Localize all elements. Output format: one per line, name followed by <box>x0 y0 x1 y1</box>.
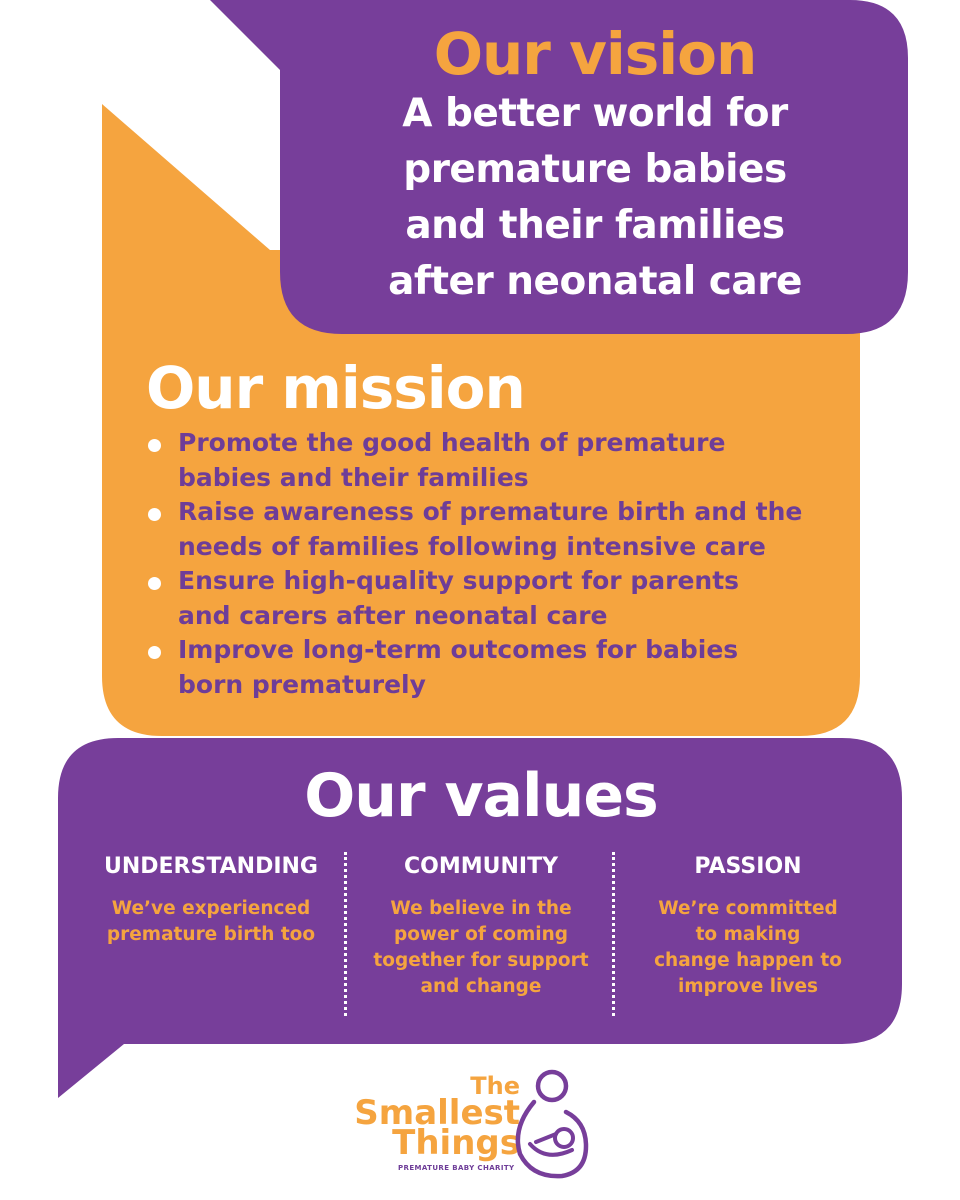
mission-item-line: babies and their families <box>178 462 529 492</box>
mission-item-line: and carers after neonatal care <box>178 600 608 630</box>
vision-line: after neonatal care <box>388 259 802 304</box>
bullet-dot-icon <box>148 439 161 452</box>
mission-item <box>146 564 826 633</box>
bullet-dot-icon <box>148 577 161 590</box>
dotted-divider <box>612 852 615 1016</box>
logo-tagline: PREMATURE BABY CHARITY <box>398 1164 515 1172</box>
value-description-line: We’ve experienced <box>111 898 311 919</box>
value-name: COMMUNITY <box>403 854 559 879</box>
value-description <box>352 896 610 1000</box>
value-community <box>352 850 610 1000</box>
mission-item-line: born prematurely <box>178 669 426 699</box>
mission-item-line: needs of families following intensive care <box>178 531 766 561</box>
value-description <box>80 896 342 948</box>
mission-heading: Our mission <box>146 354 525 422</box>
vision-statement <box>280 86 910 310</box>
value-description-line: to making <box>695 924 801 945</box>
value-understanding <box>80 850 342 948</box>
value-description-line: We’re committed <box>658 898 838 919</box>
mother-and-baby-icon <box>510 1066 592 1184</box>
vision-line: and their families <box>405 203 785 248</box>
vision-line: A better world for <box>402 91 788 136</box>
value-description-line: premature birth too <box>106 924 316 945</box>
mission-item-line: Ensure high-quality support for parents <box>178 566 740 595</box>
logo-line: Smallest <box>354 1093 520 1133</box>
value-name: PASSION <box>694 854 802 879</box>
dotted-divider <box>344 852 347 1016</box>
value-description-line: change happen to <box>654 950 842 971</box>
value-description <box>620 896 876 1000</box>
mission-item-line: Improve long-term outcomes for babies <box>178 635 739 664</box>
logo-wordmark <box>340 1072 520 1163</box>
mission-item-line: Raise awareness of premature birth and the <box>178 497 803 526</box>
mission-list <box>146 426 826 702</box>
value-description-line: and change <box>420 976 542 997</box>
vision-line: premature babies <box>403 147 787 192</box>
vision-heading: Our vision <box>433 20 757 88</box>
values-heading: Our values <box>304 761 658 831</box>
mission-item-line: Promote the good health of premature <box>178 428 726 457</box>
bullet-dot-icon <box>148 646 161 659</box>
mission-item <box>146 495 826 564</box>
logo-line: Things <box>392 1123 520 1163</box>
value-description-line: power of coming <box>393 924 569 945</box>
value-description-line: improve lives <box>677 976 819 997</box>
mission-item <box>146 633 826 702</box>
bullet-dot-icon <box>148 508 161 521</box>
value-passion <box>620 850 876 1000</box>
mission-item <box>146 426 826 495</box>
logo-line: The <box>470 1072 520 1100</box>
value-description-line: together for support <box>373 950 589 971</box>
value-description-line: We believe in the <box>390 898 572 919</box>
value-name: UNDERSTANDING <box>103 854 318 879</box>
